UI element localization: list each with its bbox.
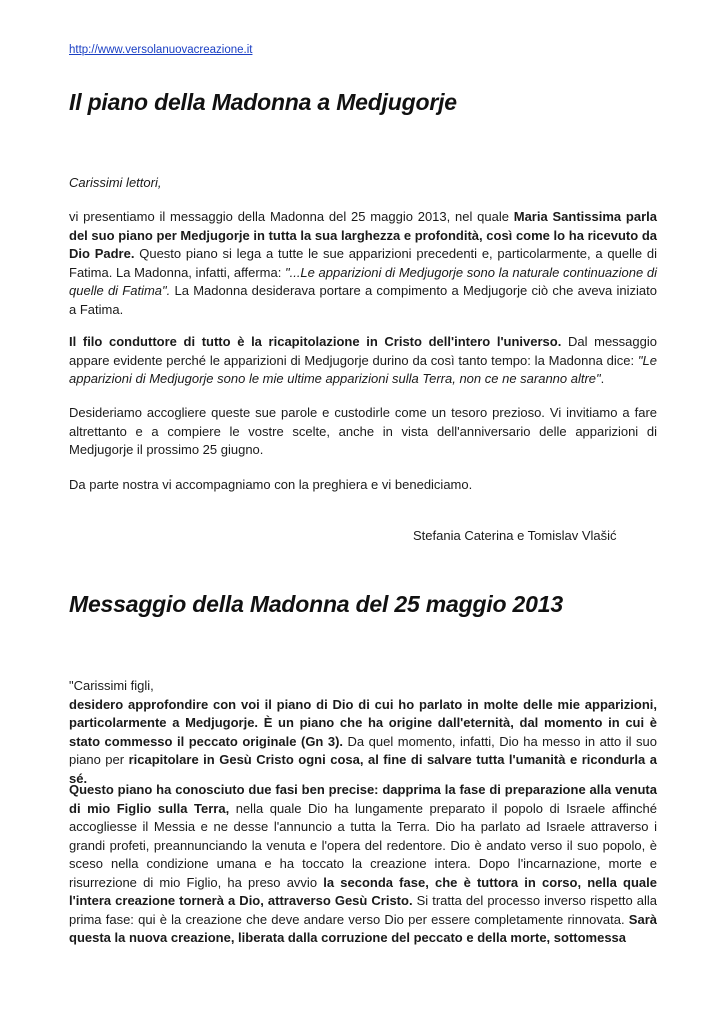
message-bold-3: Questo piano ha conosciuto due fasi ben precise: dapprima la fase di preparazione alla venuta di mio Figlio sulla Terra, bbox=[69, 782, 657, 816]
intro-text-1: vi presentiamo il messaggio della Madonna del 25 maggio 2013, nel quale bbox=[69, 209, 514, 224]
message-bold-5: Sarà questa la nuova creazione, liberata dalla corruzione del peccato e della morte, sottomessa bbox=[69, 911, 657, 945]
theme-paragraph bbox=[69, 333, 657, 389]
message-text-2: nella quale Dio ha lungamente preparato il popolo di Israele affinché accogliesse il Messia e ne desse l'annuncio a tutta la Terra. Dio ha parlato ad Israele attraverso i grandi profeti, preannunciando la venuta e l'opera del redentore. Dio è andato verso il suo popolo, è sceso nella condizione umana e ha toccato la creazione intera. Dopo l'incarnazione, morte e risurrezione di mio Figlio, ha preso avvio bbox=[69, 800, 658, 890]
intro-text-2: Questo piano si lega a tutte le sue apparizioni precedenti e, particolarmente, a quelle di Fatima. La Madonna, infatti, afferma: bbox=[69, 246, 658, 280]
theme-bold: Il filo conduttore di tutto è la ricapitolazione in Cristo dell'intero l'universo. bbox=[69, 334, 562, 349]
theme-quote: "Le apparizioni di Medjugorje sono le mie ultime apparizioni sulla Terra, non ce ne saranno altre" bbox=[69, 352, 657, 386]
theme-text: Dal messaggio appare evidente perché le apparizioni di Medjugorje durino da così tanto tempo: la Madonna dice: bbox=[69, 334, 657, 368]
greeting: Carissimi lettori, bbox=[69, 175, 162, 190]
theme-end: . bbox=[600, 371, 605, 386]
blessing-paragraph: Da parte nostra vi accompagniamo con la preghiera e vi benediciamo. bbox=[69, 477, 473, 492]
message-text-3: Si tratta del processo inverso rispetto alla prima fase: qui è la creazione che deve andare verso Dio per essere completamente rinnovata. bbox=[69, 893, 658, 927]
message-title: Messaggio della Madonna del 25 maggio 2013 bbox=[69, 591, 563, 617]
message-bold-4: la seconda fase, che è tuttora in corso, nella quale l'intera creazione tornerà a Dio, attraverso Gesù Cristo. bbox=[69, 874, 657, 908]
message-bold-2: ricapitolare in Gesù Cristo ogni cosa, al fine di salvare tutta l'umanità e ricondurla a sé. bbox=[69, 752, 657, 786]
article-title: Il piano della Madonna a Medjugorje bbox=[69, 89, 457, 115]
signature: Stefania Caterina e Tomislav Vlašić bbox=[413, 528, 617, 543]
intro-paragraph bbox=[69, 208, 657, 319]
message-bold-1: desidero approfondire con voi il piano di Dio di cui ho parlato in molte delle mie apparizioni, particolarmente a Medjugorje. È un piano che ha origine dall'eternità, dal momento in cui è stato commesso il peccato originale (Gn 3). bbox=[69, 696, 657, 749]
message-paragraph-1 bbox=[69, 677, 657, 788]
intro-quote: "...Le apparizioni di Medjugorje sono la naturale continuazione di quelle di Fatima". bbox=[69, 264, 657, 298]
source-url-link[interactable]: http://www.versolanuovacreazione.it bbox=[69, 44, 253, 56]
intro-bold-1: Maria Santissima parla del suo piano per Medjugorje in tutta la sua larghezza e profondità, così come lo ha ricevuto da Dio Padre. bbox=[69, 209, 657, 261]
message-text-1: Da quel momento, infatti, Dio ha messo in atto il suo piano per bbox=[69, 733, 657, 767]
invitation-paragraph: Desideriamo accogliere queste sue parole e custodirle come un tesoro prezioso. Vi invitiamo a fare altrettanto e a compiere le vostre scelte, anche in vista dell'anniversario delle apparizioni di Medjugorje il prossimo 25 giugno. bbox=[69, 405, 657, 457]
message-opening: "Carissimi figli, bbox=[69, 678, 154, 693]
message-paragraph-2 bbox=[69, 781, 657, 948]
intro-text-3: La Madonna desiderava portare a compimento a Medjugorje ciò che aveva iniziato a Fatima. bbox=[69, 283, 657, 317]
